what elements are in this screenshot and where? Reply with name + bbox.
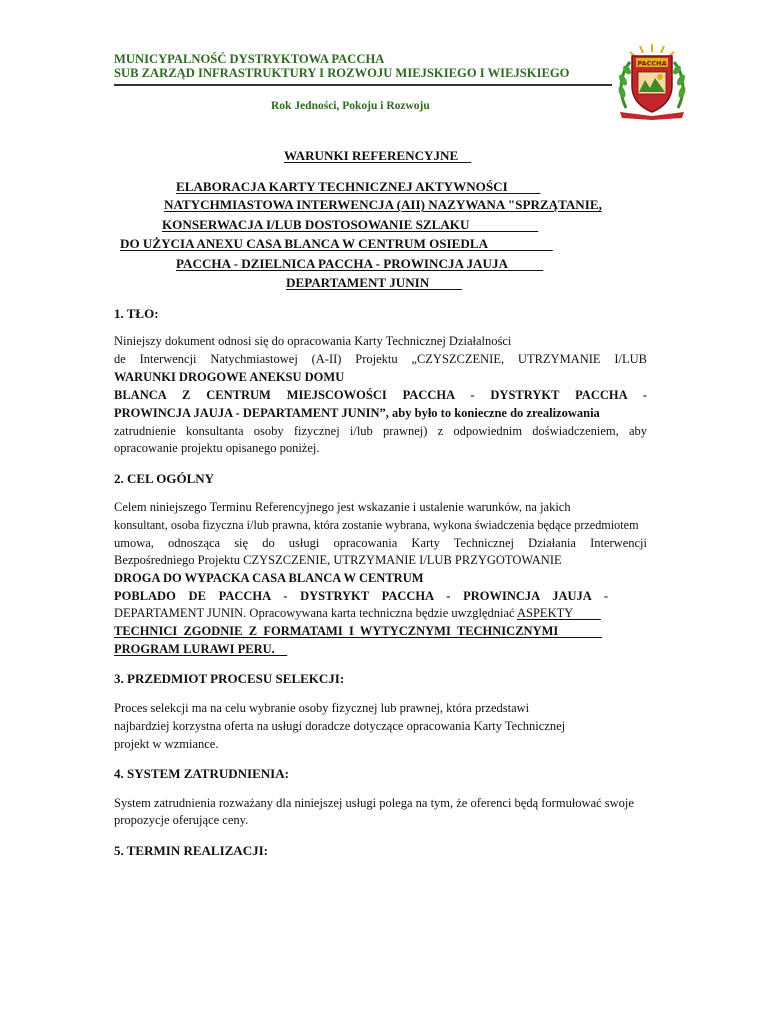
section-2-line-6: POBLADO DE PACCHA - DYSTRYKT PACCHA - PROWINCJA JAUJA -	[114, 589, 608, 603]
title-line-1: WARUNKI REFERENCYJNE	[284, 148, 472, 163]
title-line-3: NATYCHMIASTOWA INTERWENCJA (AII) NAZYWANA "SPRZĄTANIE,	[164, 197, 602, 212]
section-2-line-7-text: DEPARTAMENT JUNIN. Opracowywana karta techniczna będzie uwzględniać	[114, 606, 517, 620]
section-2-line-8: TECHNICI ZGODNIE Z FORMATAMI I WYTYCZNYMI TECHNICZNYMI	[114, 624, 603, 638]
section-4-line-2: propozycje oferujące ceny.	[114, 813, 249, 827]
section-1-heading: 1. TŁO:	[114, 306, 159, 321]
section-1-line-5: PROWINCJA JAUJA - DEPARTAMENT JUNIN”, aby było to konieczne do zrealizowania	[114, 406, 600, 420]
section-3-line-2: najbardziej korzystna oferta na usługi doradcze dotyczące opracowania Karty Technicznej	[114, 719, 566, 733]
header-motto: Rok Jedności, Pokoju i Rozwoju	[271, 100, 430, 112]
section-1-line-2: de Interwencji Natychmiastowej (A-II) Projektu „CZYSZCZENIE, UTRZYMANIE I/LUB	[114, 352, 647, 366]
section-4-heading: 4. SYSTEM ZATRUDNIENIA:	[114, 766, 289, 781]
header-line-1: MUNICYPALNOŚĆ DYSTRYKTOWA PACCHA	[114, 52, 385, 66]
section-2-heading: 2. CEL OGÓLNY	[114, 471, 215, 486]
section-2-line-4: Bezpośredniego Projektu CZYSZCZENIE, UTRZYMANIE I/LUB PRZYGOTOWANIE	[114, 553, 562, 567]
section-5-heading: 5. TERMIN REALIZACJI:	[114, 843, 268, 858]
institution-header	[114, 52, 624, 80]
section-2-line-2: konsultant, osoba fizyczna i/lub prawna, która zostanie wybrana, wykona świadczenia będące przedmiotem	[114, 518, 639, 532]
coat-of-arms-logo	[612, 42, 692, 120]
section-2-line-3: umowa, odnosząca się do usługi opracowania Karty Technicznej Działania Interwencji	[114, 536, 647, 550]
section-1-line-7: opracowanie projektu opisanego poniżej.	[114, 441, 320, 455]
section-2-line-7-underlined: ASPEKTY	[517, 606, 601, 620]
section-1-line-1: Niniejszy dokument odnosi się do opracowania Karty Technicznej Działalności	[114, 334, 512, 348]
title-line-2: ELABORACJA KARTY TECHNICZNEJ AKTYWNOŚCI	[176, 179, 541, 194]
title-line-4: KONSERWACJA I/LUB DOSTOSOWANIE SZLAKU	[162, 217, 539, 232]
section-2-line-7	[114, 605, 601, 623]
header-line-2: SUB ZARZĄD INFRASTRUKTURY I ROZWOJU MIEJSKIEGO I WIEJSKIEGO	[114, 66, 570, 80]
title-line-5: DO UŻYCIA ANEXU CASA BLANCA W CENTRUM OSIEDLA	[120, 236, 553, 251]
section-3-heading: 3. PRZEDMIOT PROCESU SELEKCJI:	[114, 671, 345, 686]
title-line-7: DEPARTAMENT JUNIN	[286, 275, 462, 290]
section-3-line-3: projekt w wzmiance.	[114, 737, 219, 751]
section-2-line-1: Celem niniejszego Terminu Referencyjnego jest wskazanie i ustalenie warunków, na jakich	[114, 500, 571, 514]
section-3-line-1: Proces selekcji ma na celu wybranie osoby fizycznej lub prawnej, która przedstawi	[114, 701, 530, 715]
section-2-line-5: DROGA DO WYPACKA CASA BLANCA W CENTRUM	[114, 571, 424, 585]
section-1-line-3: WARUNKI DROGOWE ANEKSU DOMU	[114, 370, 345, 384]
title-line-6: PACCHA - DZIELNICA PACCHA - PROWINCJA JAUJA	[176, 256, 544, 271]
logo-text: PACCHA	[637, 59, 667, 68]
section-4-line-1: System zatrudnienia rozważany dla niniejszej usługi polega na tym, że oferenci będą formułować swoje	[114, 796, 634, 810]
section-2-line-9: PROGRAM LURAWI PERU.	[114, 642, 288, 656]
section-1-line-4: BLANCA Z CENTRUM MIEJSCOWOŚCI PACCHA - DYSTRYKT PACCHA -	[114, 388, 647, 402]
header-divider	[114, 84, 612, 86]
section-1-line-6: zatrudnienie konsultanta osoby fizycznej i/lub prawnej) z odpowiednim doświadczeniem, aby	[114, 424, 647, 438]
